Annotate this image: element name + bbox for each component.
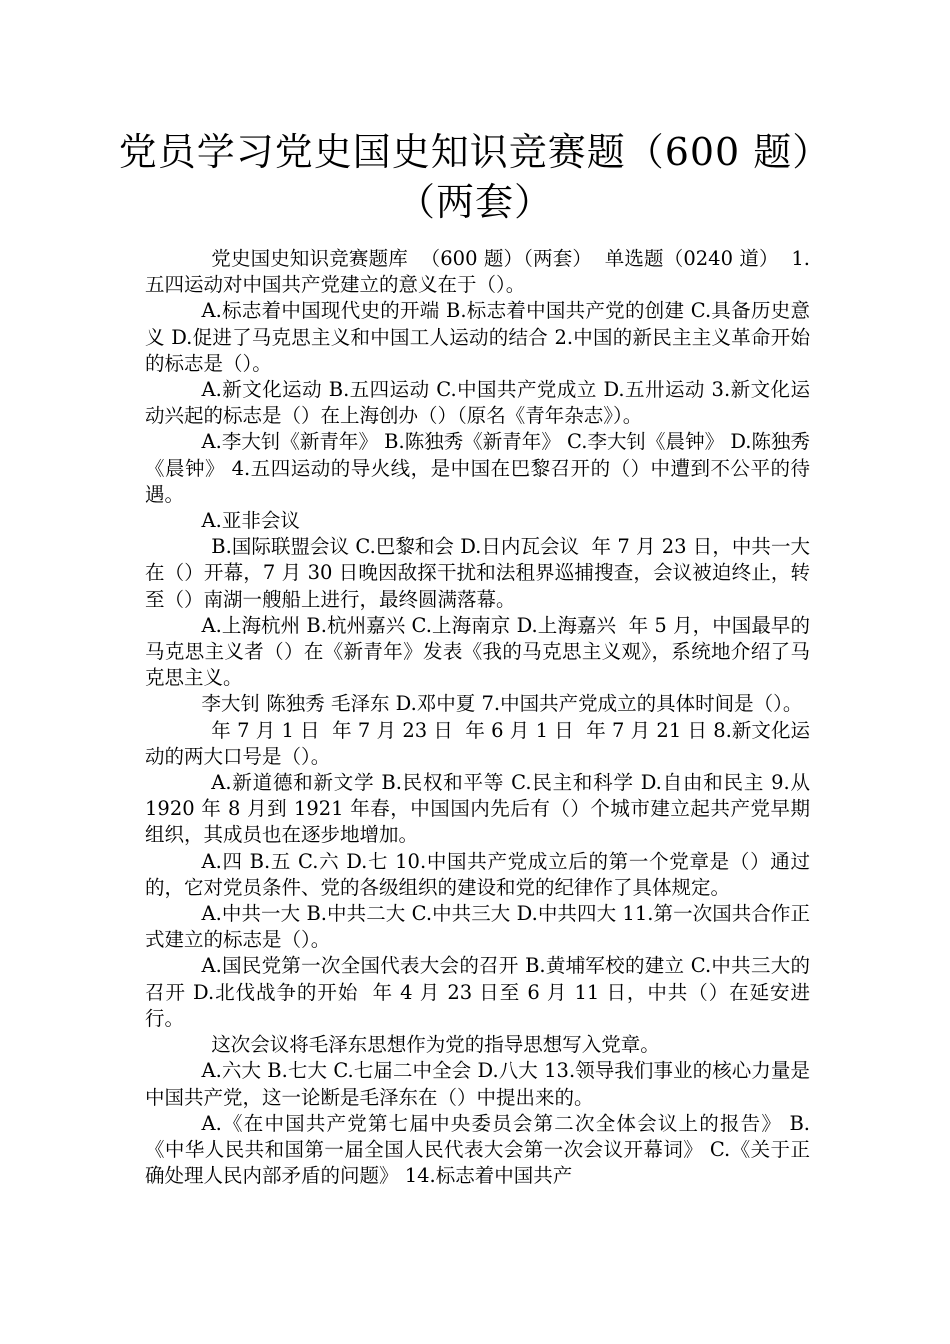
- paragraph: A.四 B.五 C.六 D.七 10.中国共产党成立后的第一个党章是（）通过的，它对党员条件、党的各级组织的建设和党的纪律作了具体规定。: [145, 849, 810, 899]
- paragraph: 党史国史知识竞赛题库 （600 题）（两套） 单选题（0240 道） 1.五四运动对中国共产党建立的意义在于（）。: [145, 247, 810, 297]
- paragraph: A.中共一大 B.中共二大 C.中共三大 D.中共四大 11.第一次国共合作正式建立的标志是（）。: [145, 902, 810, 952]
- paragraph: A.上海杭州 B.杭州嘉兴 C.上海南京 D.上海嘉兴 年 5 月，中国最早的马克思主义者（）在《新青年》发表《我的马克思主义观》，系统地介绍了马克思主义。: [145, 613, 810, 690]
- paragraph: A.标志着中国现代史的开端 B.标志着中国共产党的创建 C.具备历史意义 D.促进了马克思主义和中国工人运动的结合 2.中国的新民主主义革命开始的标志是（）。: [145, 299, 810, 375]
- paragraph: A.六大 B.七大 C.七届二中全会 D.八大 13.领导我们事业的核心力量是中国共产党，这一论断是毛泽东在（）中提出来的。: [145, 1059, 810, 1109]
- paragraph: A.《在中国共产党第七届中央委员会第二次全体会议上的报告》 B.《中华人民共和国第一届全国人民代表大会第一次会议开幕词》 C.《关于正确处理人民内部矛盾的问题》 14.标志着中国共产: [145, 1111, 810, 1188]
- paragraph: 李大钊 陈独秀 毛泽东 D.邓中夏 7.中国共产党成立的具体时间是（）。: [201, 692, 803, 716]
- document-title-line2: （两套）: [396, 180, 553, 224]
- document-body: [145, 246, 817, 1189]
- paragraph: B.国际联盟会议 C.巴黎和会 D.日内瓦会议 年 7 月 23 日，中共一大在（）开幕，7 月 30 日晚因敌探干扰和法租界巡捕搜查，会议被迫终止，转至（）南湖一艘船上进行，最终圆满落幕。: [145, 535, 810, 611]
- paragraph: 这次会议将毛泽东思想作为党的指导思想写入党章。: [211, 1033, 660, 1057]
- document-title-line1: 党员学习党史国史知识竞赛题（600 题）: [118, 130, 832, 174]
- paragraph: A.新道德和新文学 B.民权和平等 C.民主和科学 D.自由和民主 9.从 1920 年 8 月到 1921 年春，中国国内先后有（）个城市建立起共产党早期组织，其成员也在逐步地增加。: [145, 771, 817, 847]
- paragraph: 年 7 月 1 日 年 7 月 23 日 年 6 月 1 日 年 7 月 21 日 8.新文化运动的两大口号是（）。: [145, 718, 810, 768]
- paragraph: A.国民党第一次全国代表大会的召开 B.黄埔军校的建立 C.中共三大的召开 D.北伐战争的开始 年 4 月 23 日至 6 月 11 日，中共（）在延安进行。: [145, 954, 810, 1030]
- paragraph: A.亚非会议: [201, 509, 300, 533]
- paragraph: A.新文化运动 B.五四运动 C.中国共产党成立 D.五卅运动 3.新文化运动兴起的标志是（）在上海创办（）（原名《青年杂志》）。: [145, 378, 810, 428]
- paragraph: A.李大钊《新青年》 B.陈独秀《新青年》 C.李大钊《晨钟》 D.陈独秀《晨钟》 4.五四运动的导火线，是中国在巴黎召开的（）中遭到不公平的待遇。: [145, 430, 810, 506]
